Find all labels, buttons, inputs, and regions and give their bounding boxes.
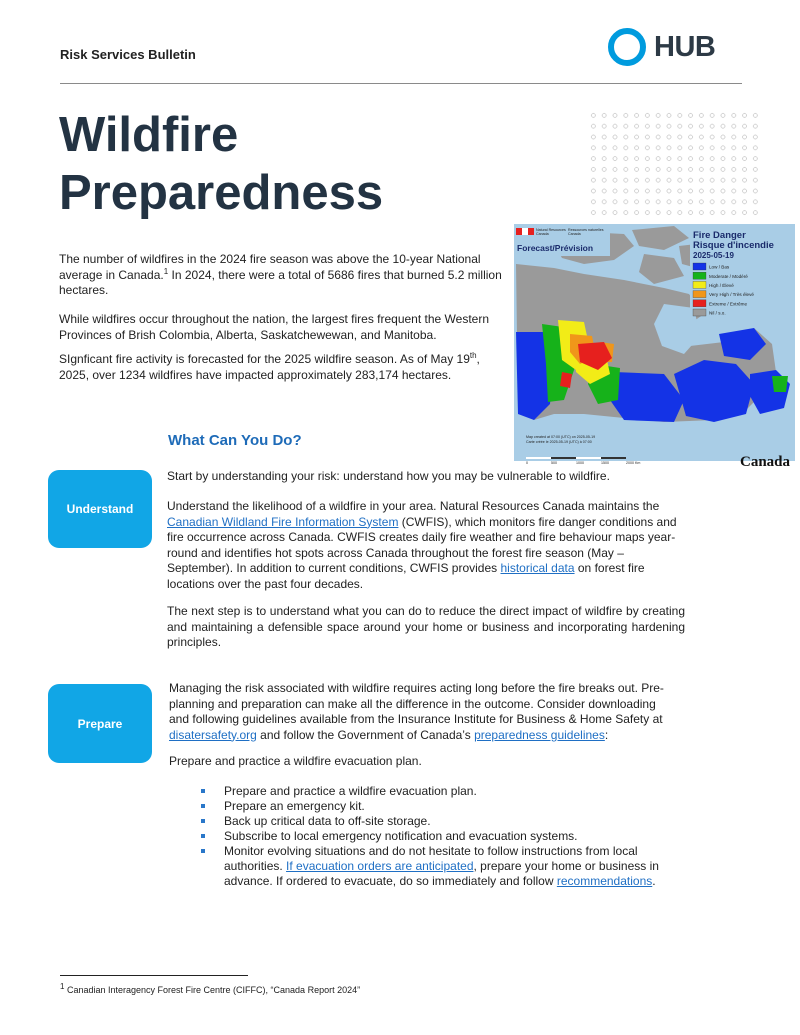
- map-created-note-2: Carte créée le 2025-05-19 (UTC) à 07:00: [526, 440, 592, 444]
- scale-tick-label: 1500: [601, 461, 609, 465]
- logo-wordmark: HUB: [654, 30, 716, 63]
- disastersafety-link[interactable]: disatersafety.org: [169, 727, 257, 742]
- bullet-square-icon: [201, 804, 205, 808]
- map-header-right-1: Ressources naturelles: [568, 228, 604, 232]
- bullet-square-icon: [201, 834, 205, 838]
- intro-paragraph-2: While wildfires occur throughout the nation, the largest fires frequent the Western Provinces of Brish Colombia, Alberta, Saskatchewewan, and Manitoba.: [59, 312, 490, 342]
- understand-paragraph-2: Understand the likelihood of a wildfire in your area. Natural Resources Canada maintains the Canadian Wildland Fire Information System (CWFIS), which monitors fire danger conditions and fire occurrence across Canada. CWFIS creates daily fire weather and fire behaviour maps year-round and identifies hot spots across Canada throughout the forest fire season (May – September). In addition to current conditions, CWFIS provides historical data on forest fire locations over the past four decades.: [167, 499, 677, 591]
- legend-swatch: [693, 281, 706, 288]
- list-item: Prepare and practice a wildfire evacuation plan.: [200, 784, 660, 799]
- bullet-square-icon: [201, 789, 205, 793]
- legend-swatch: [693, 300, 706, 307]
- map-header-left-2: Canada: [536, 232, 549, 236]
- header-divider: [60, 83, 742, 84]
- logo-ring-icon: [608, 28, 646, 66]
- legend-label: Low / Bas: [709, 264, 730, 270]
- list-item: Back up critical data to off-site storage.: [200, 814, 660, 829]
- scale-tick-label: 0: [526, 461, 528, 465]
- legend-swatch: [693, 309, 706, 316]
- page-title: [59, 106, 383, 222]
- footnote-ref: 1: [163, 266, 169, 276]
- list-item: Monitor evolving situations and do not hesitate to follow instructions from local authorities. If evacuation orders are anticipated, prepare your home or business in advance. If ordered to evacuate, do so immediately and follow recommendations.: [200, 844, 660, 889]
- prepare-paragraph-1: Managing the risk associated with wildfire requires acting long before the fire breaks out. Pre-planning and preparation can make all the difference in the outcome. Consider downloading and following guidelines available from the Insurance Institute for Business & Home Safety at disatersafety.org and follow the Government of Canada’s preparedness guidelines:: [169, 681, 664, 742]
- bullet-square-icon: [201, 849, 205, 853]
- recommendations-link[interactable]: recommendations: [556, 874, 653, 888]
- historical-data-link[interactable]: historical data: [500, 561, 575, 575]
- scale-tick-label: 1000: [576, 461, 584, 465]
- prepare-paragraph-2: Prepare and practice a wildfire evacuation plan.: [169, 754, 422, 768]
- intro-paragraph-1: The number of wildfires in the 2024 fire season was above the 10-year National average in Canada.$^1$ In 2024, there were a total of 5686 fires that burned 5.2 million hectares.: [59, 252, 502, 297]
- title-line-1: Wildfire: [59, 108, 239, 162]
- legend-label: Nil / s.o.: [709, 310, 726, 316]
- map-title-fr: Risque d'incendie: [693, 240, 774, 251]
- scale-tick-label: 500: [551, 461, 557, 465]
- legend-swatch: [693, 272, 706, 279]
- intro-paragraph-3: SIgnficant fire activity is forecasted for the 2025 wildfire season. As of May 19th, 2025, over 1234 wildfires have impacted approximately 283,174 hectares.: [59, 351, 480, 382]
- scale-tick-label: 2000 Km: [626, 461, 641, 465]
- hub-logo: [608, 27, 715, 67]
- footnote: $^1$ Canadian Interagency Forest Fire Centre (CIFFC), “Canada Report 2024”: [60, 982, 361, 995]
- fire-danger-map: [514, 224, 795, 468]
- footnote-number: 1: [60, 982, 65, 991]
- bulletin-label: Risk Services Bulletin: [60, 47, 196, 62]
- list-item: Prepare an emergency kit.: [200, 799, 660, 814]
- map-forecast-label: Forecast/Prévision: [517, 243, 594, 253]
- map-canada-wordmark: Canada: [740, 454, 791, 468]
- understand-paragraph-3: The next step is to understand what you can do to reduce the direct impact of wildfire by creating and maintaining a defensible space around your home or business and incorporating hardening principles.: [167, 604, 685, 649]
- legend-label: Very High / Très élevé: [709, 292, 754, 298]
- prepare-badge: Prepare: [48, 684, 152, 763]
- understand-paragraph-1: Start by understanding your risk: understand how you may be vulnerable to wildfire.: [167, 469, 610, 483]
- footnote-divider: [60, 975, 248, 976]
- map-header-right-2: Canada: [568, 232, 581, 236]
- legend-swatch: [693, 263, 706, 270]
- cwfis-link[interactable]: Canadian Wildland Fire Information System: [167, 514, 399, 529]
- legend-label: Moderate / Modéré: [709, 273, 748, 279]
- legend-label: Extreme / Extrême: [709, 301, 748, 307]
- map-header-left-1: Natural Resources: [536, 228, 566, 232]
- prepare-bullet-list: [200, 784, 660, 889]
- title-line-2: Preparedness: [59, 166, 384, 220]
- preparedness-guidelines-link[interactable]: preparedness guidelines: [474, 727, 605, 742]
- map-title-en: Fire Danger: [693, 230, 746, 241]
- legend-swatch: [693, 291, 706, 298]
- section-heading: What Can You Do?: [168, 432, 302, 449]
- evacuation-orders-link[interactable]: If evacuation orders are anticipated: [286, 859, 474, 873]
- bullet-square-icon: [201, 819, 205, 823]
- decorative-dot-grid: [588, 110, 760, 220]
- map-created-note-1: Map created at 07:00 (UTC) on 2025-05-19: [526, 435, 596, 439]
- map-date: 2025-05-19: [693, 251, 734, 260]
- legend-label: High / Élevé: [709, 283, 734, 288]
- understand-badge: Understand: [48, 470, 152, 548]
- list-item: Subscribe to local emergency notification and evacuation systems.: [200, 829, 660, 844]
